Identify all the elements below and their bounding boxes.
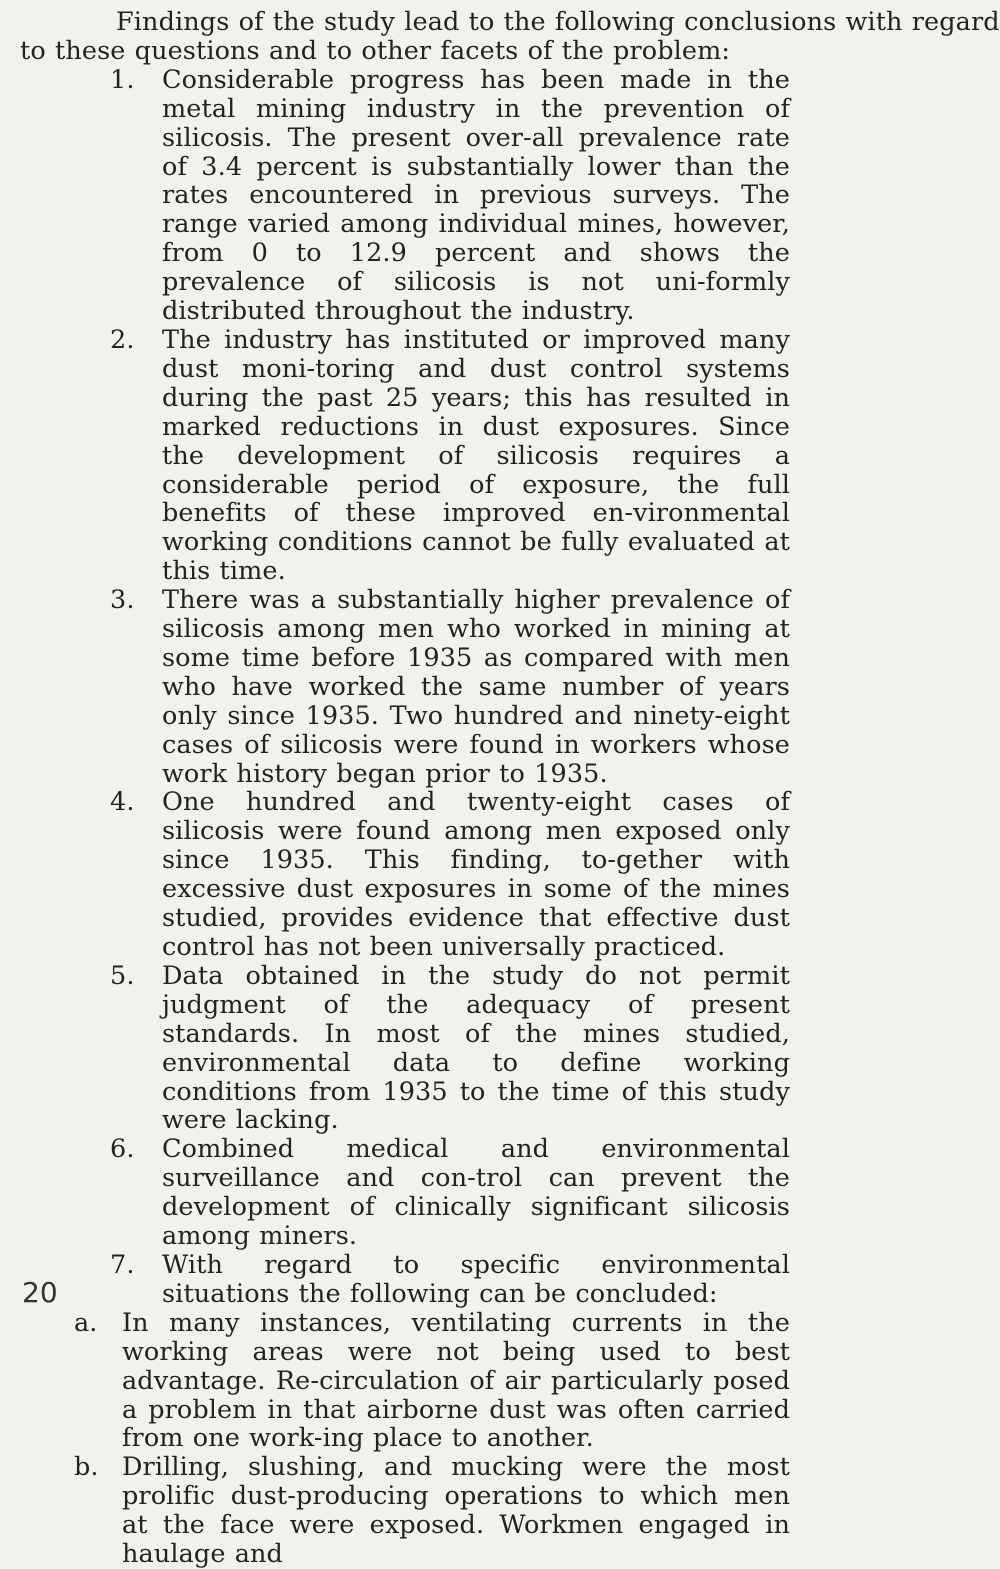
intro-line-1: Findings of the study lead to the following conclusions with regard xyxy=(116,7,1000,37)
finding-text: Considerable progress has been made in the metal mining industry in the prevention of silicosis. The present over-all prevalence rate of 3.4 percent is substantially lower than the rates encountered in previous surveys. The range varied among individual mines, however, from 0 to 12.9 percent and shows the prevalence of silicosis is not uni-formly distributed throughout the industry. xyxy=(162,64,790,327)
finding-number: 5. xyxy=(110,960,135,991)
finding-text: Combined medical and environmental surveillance and con-trol can prevent the development of clinically significant silicosis among miners. xyxy=(162,1134,790,1252)
finding-item-2 xyxy=(20,326,790,586)
sub-item-text: In many instances, ventilating currents in the working areas were not being used to best advantage. Re-circulation of air particularly posed a problem in that airborne dust was often carried from one work-ing place to another. xyxy=(122,1307,790,1454)
finding-item-1 xyxy=(20,66,790,326)
finding-text: The industry has instituted or improved many dust moni-toring and dust control systems during the past 25 years; this has resulted in marked reductions in dust exposures. Since the development of silicosis requires a considerable period of exposure, the full benefits of these improved en-vironmental working conditions cannot be fully evaluated at this time. xyxy=(162,324,790,587)
findings-list xyxy=(20,66,790,1309)
finding-item-3 xyxy=(20,586,790,788)
finding-number: 1. xyxy=(110,64,135,95)
finding-number: 6. xyxy=(110,1134,135,1165)
finding-text: Data obtained in the study do not permit judgment of the adequacy of present standards. In most of the mines studied, environmental data to define working conditions from 1935 to the time of this study were lacking. xyxy=(162,960,790,1136)
finding-number: 7. xyxy=(110,1249,135,1280)
finding-item-7 xyxy=(20,1251,790,1309)
intro-line-2: to these questions and to other facets of the problem: xyxy=(20,35,731,66)
finding-number: 4. xyxy=(110,787,135,818)
sub-item-text: Drilling, slushing, and mucking were the most prolific dust-producing operations to which men at the face were exposed. Workmen engaged in haulage and xyxy=(122,1452,790,1569)
finding-item-6 xyxy=(20,1135,790,1251)
sub-findings-list xyxy=(20,1309,790,1569)
finding-item-4 xyxy=(20,788,790,961)
page-number: 20 xyxy=(22,1276,58,1309)
finding-number: 3. xyxy=(110,585,135,616)
sub-item-a xyxy=(74,1309,790,1454)
finding-text: With regard to specific environmental situations the following can be concluded: xyxy=(162,1249,790,1309)
sub-item-b xyxy=(74,1453,790,1569)
finding-text: One hundred and twenty-eight cases of silicosis were found among men exposed only since 1935. This finding, to-gether with excessive dust exposures in some of the mines studied, provides evidence that effective dust control has not been universally practiced. xyxy=(162,787,790,962)
sub-item-letter: b. xyxy=(74,1452,99,1483)
sub-item-letter: a. xyxy=(74,1307,98,1338)
finding-text: There was a substantially higher prevalence of silicosis among men who worked in mining at some time before 1935 as compared with men who have worked the same number of years only since 1935. Two hundred and ninety-eight cases of silicosis were found in workers whose work history began prior to 1935. xyxy=(162,585,790,789)
finding-item-5 xyxy=(20,962,790,1135)
finding-number: 2. xyxy=(110,324,135,355)
body-text xyxy=(20,7,1000,1569)
